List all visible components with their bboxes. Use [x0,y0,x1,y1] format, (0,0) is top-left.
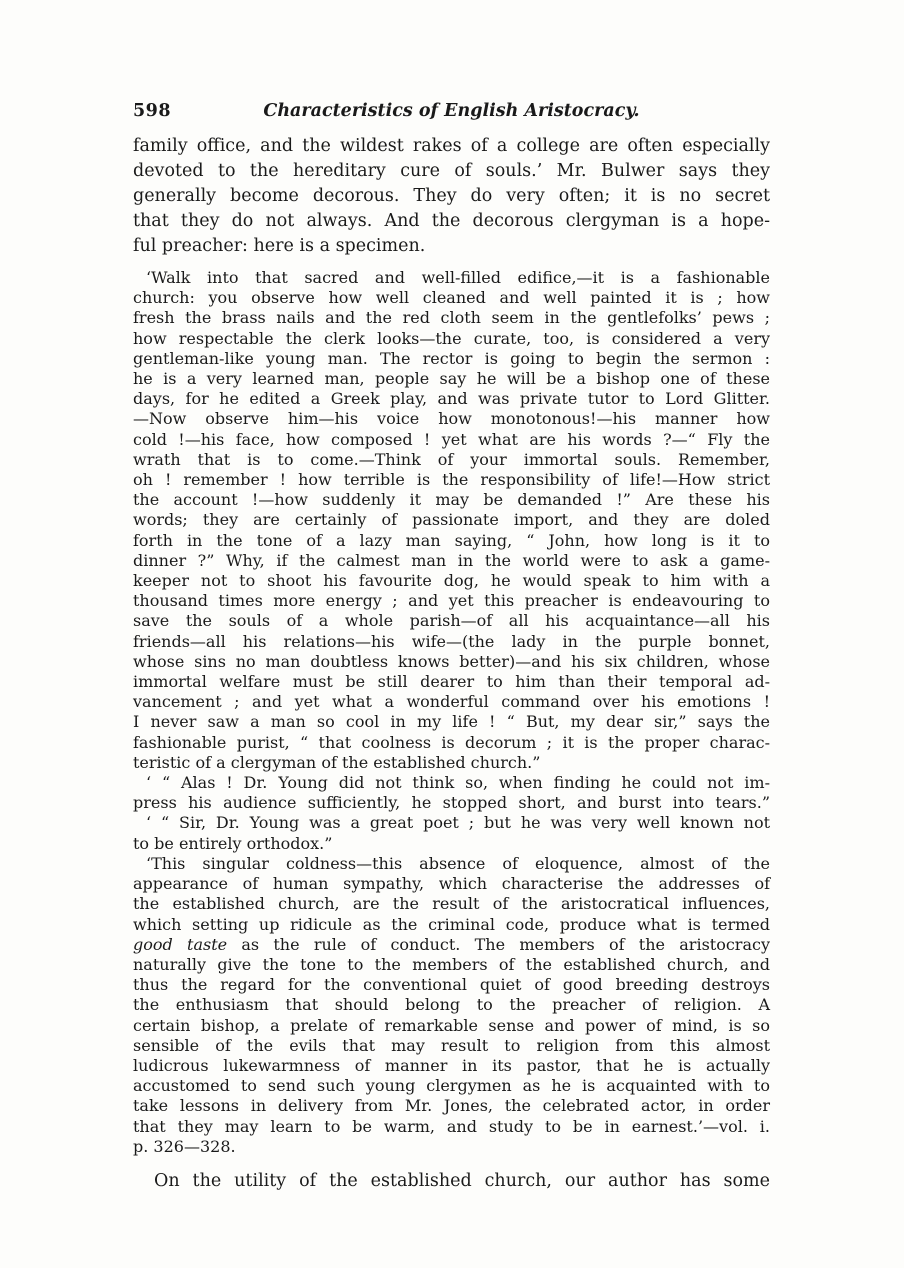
excerpt-paragraph-4 [133,854,770,1157]
text-line: p. 326—328. [133,1136,236,1156]
text-line: ‘This singular coldness—this absence of eloquence, almost of the [146,853,770,873]
text-line: ‘Walk into that sacred and well-filled edifice,—it is a fashionable [146,268,770,287]
text-line: ful preacher: here is a specimen. [133,236,426,256]
text-line: whose sins no man doubtless knows better)—and his six children, whose [133,651,770,671]
text-line: which setting up ridicule as the criminal code, produce what is termed [133,914,770,934]
text-line: fresh the brass nails and the red cloth seem in the gentlefolks’ pews ; [133,308,770,328]
text-line: immortal welfare must be still dearer to him than their temporal ad- [133,672,770,692]
text-line: ‘ “ Alas ! Dr. Young did not think so, when finding he could not im- [146,773,770,793]
text-line: sensible of the evils that may result to religion from this almost [133,1035,770,1055]
text-line: ludicrous lukewarmness of manner in its pastor, that he is actually [133,1055,770,1075]
text-line: that they may learn to be warm, and study to be in earnest.’—vol. i. [133,1116,770,1136]
text-segment: as the rule of conduct. The members of the aristocracy [227,934,770,954]
text-line: the account !—how suddenly it may be demanded !” Are these his [133,490,770,510]
text-line: —Now observe him—his voice how monotonous!—his manner how [133,409,770,429]
text-line: fashionable purist, “ that coolness is decorum ; it is the proper charac- [133,732,770,752]
text-line: how respectable the clerk looks—the curate, too, is considered a very [133,328,770,348]
text-line: certain bishop, a prelate of remarkable sense and power of mind, is so [133,1015,770,1035]
text-line: ‘ “ Sir, Dr. Young was a great poet ; but he was very well known not [146,813,770,833]
text-line: devoted to the hereditary cure of souls.’ Mr. Bulwer says they [133,161,770,181]
text-line: thousand times more energy ; and yet this preacher is endeavouring to [133,591,770,611]
page-number: 598 [133,101,172,121]
text-line: church: you observe how well cleaned and well painted it is ; how [133,288,770,308]
italic-text: good taste [133,934,228,954]
text-line: On the utility of the established church, our author has some [154,1170,770,1191]
intro-paragraph [133,134,770,259]
text-line: generally become decorous. They do very often; it is no secret [133,186,770,206]
text-line: appearance of human sympathy, which characterise the addresses of [133,874,770,894]
page-content [133,101,770,1194]
text-line: press his audience sufficiently, he stopped short, and burst into tears.” [133,793,770,813]
text-line: friends—all his relations—his wife—(the lady in the purple bonnet, [133,631,770,651]
text-line: save the souls of a whole parish—of all his acquaintance—all his [133,611,770,631]
running-title: Characteristics of English Aristocracy. [263,101,640,121]
text-line: he is a very learned man, people say he will be a bishop one of these [133,369,770,389]
excerpt-paragraph-1 [133,268,770,773]
text-line: to be entirely orthodox.” [133,833,333,853]
text-line: the established church, are the result of the aristocratical influences, [133,894,770,914]
text-line: thus the regard for the conventional quiet of good breeding destroys [133,975,770,995]
closing-paragraph [133,1169,770,1194]
text-line: wrath that is to come.—Think of your immortal souls. Remember, [133,449,770,469]
text-line: oh ! remember ! how terrible is the responsibility of life!—How strict [133,470,770,490]
text-line: family office, and the wildest rakes of a college are often especially [133,136,770,156]
text-line: gentleman-like young man. The rector is going to begin the sermon : [133,348,770,368]
text-line: dinner ?” Why, if the calmest man in the world were to ask a game- [133,550,770,570]
page-header [133,101,770,123]
text-line: accustomed to send such young clergymen as he is acquainted with to [133,1076,770,1096]
excerpt-block [133,268,770,1157]
text-line [133,935,770,955]
excerpt-paragraph-3 [133,813,770,853]
text-line: vancement ; and yet what a wonderful command over his emotions ! [133,692,770,712]
text-line: keeper not to shoot his favourite dog, he would speak to him with a [133,571,770,591]
text-line: that they do not always. And the decorous clergyman is a hope- [133,211,770,231]
text-line: I never saw a man so cool in my life ! “ But, my dear sir,” says the [133,712,770,732]
text-line: days, for he edited a Greek play, and was private tutor to Lord Glitter. [133,389,770,409]
text-line: cold !—his face, how composed ! yet what are his words ?—“ Fly the [133,429,770,449]
excerpt-paragraph-2 [133,773,770,813]
text-line: naturally give the tone to the members of the established church, and [133,954,770,974]
text-line: teristic of a clergyman of the established church.” [133,752,541,772]
text-line: words; they are certainly of passionate import, and they are doled [133,510,770,530]
text-line: the enthusiasm that should belong to the preacher of religion. A [133,995,770,1015]
text-line: forth in the tone of a lazy man saying, “ John, how long is it to [133,530,770,550]
text-line: take lessons in delivery from Mr. Jones, the celebrated actor, in order [133,1096,770,1116]
